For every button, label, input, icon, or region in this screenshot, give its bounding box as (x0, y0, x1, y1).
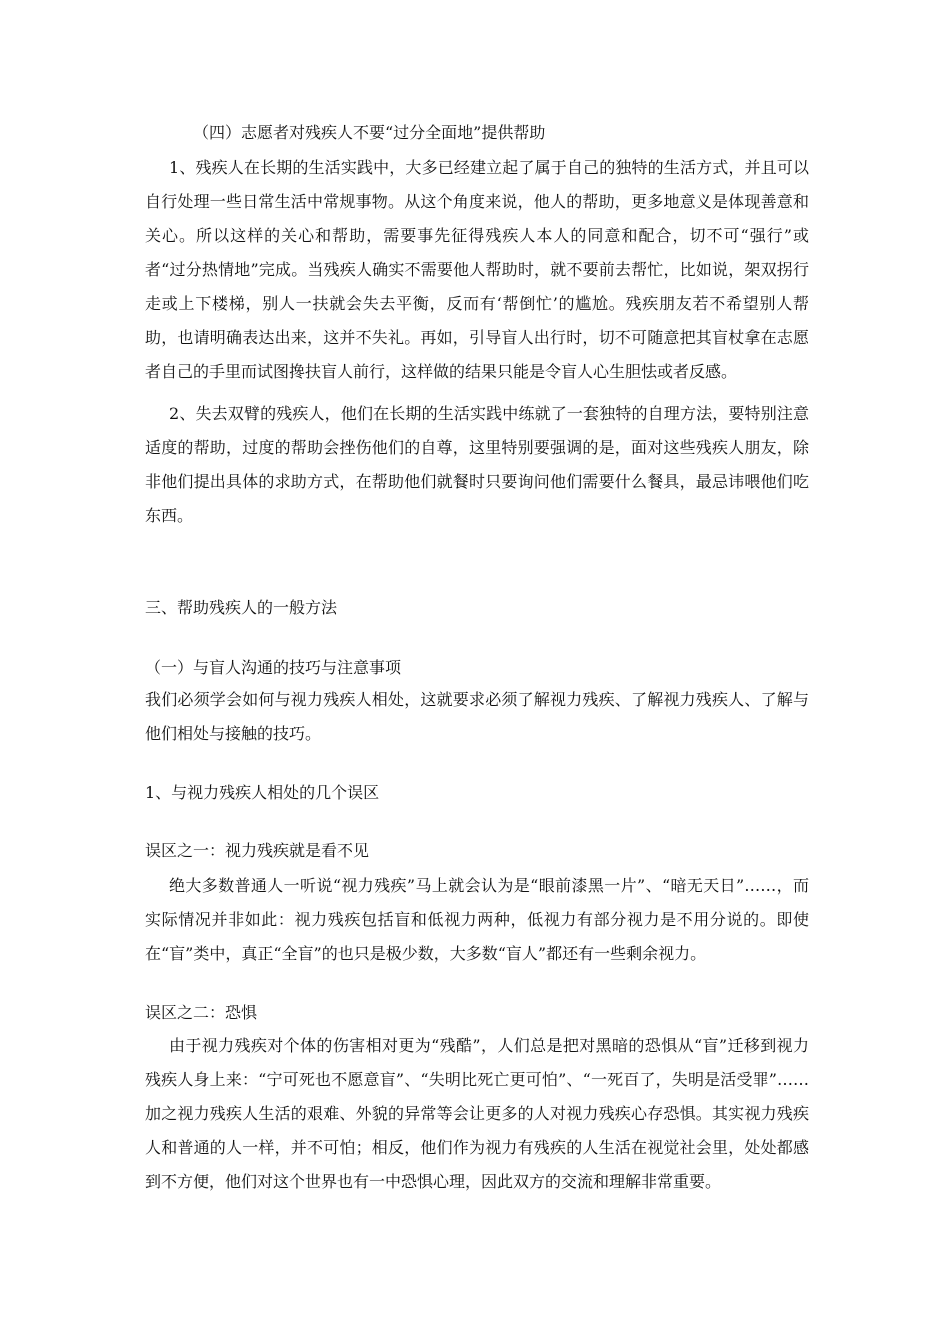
misconception-two-heading: 误区之二：恐惧 (145, 1003, 258, 1022)
misconception-two-body: 由于视力残疾对个体的伤害相对更为“残酷”，人们总是把对黑暗的恐惧从“盲”迁移到视力残疾人身上来：“宁可死也不愿意盲”、“失明比死亡更可怕”、“一死百了，失明是活受罪”……加之视力残疾人生活的艰难、外貌的异常等会让更多的人对视力残疾心存恐惧。其实视力残疾人和普通的人一样，并不可怕；相反，他们作为视力有残疾的人生活在视觉社会里，处处都感到不方便，他们对这个世界也有一中恐惧心理，因此双方的交流和理解非常重要。 (145, 1036, 809, 1191)
subsection-one-heading: （一）与盲人沟通的技巧与注意事项 (145, 658, 402, 677)
misconceptions-heading: 1、与视力残疾人相处的几个误区 (145, 783, 380, 802)
misconception-one-heading: 误区之一：视力残疾就是看不见 (145, 841, 370, 860)
misconception-one-body: 绝大多数普通人一听说“视力残疾”马上就会认为是“眼前漆黑一片”、“暗无天日”……，而实际情况并非如此：视力残疾包括盲和低视力两种，低视力有部分视力是不用分说的。即使在“盲”类中，真正“全盲”的也只是极少数，大多数“盲人”都还有一些剩余视力。 (145, 876, 809, 963)
section-four-paragraph-2: 2、失去双臂的残疾人，他们在长期的生活实践中练就了一套独特的自理方法，要特别注意适度的帮助，过度的帮助会挫伤他们的自尊，这里特别要强调的是，面对这些残疾人朋友，除非他们提出具体的求助方式，在帮助他们就餐时只要询问他们需要什么餐具，最忌讳喂他们吃东西。 (145, 404, 809, 525)
section-four-heading: （四）志愿者对残疾人不要“过分全面地”提供帮助 (193, 123, 546, 142)
section-four-paragraph-1: 1、残疾人在长期的生活实践中，大多已经建立起了属于自己的独特的生活方式，并且可以自行处理一些日常生活中常规事物。从这个角度来说，他人的帮助，更多地意义是体现善意和关心。所以这样的关心和帮助，需要事先征得残疾人本人的同意和配合，切不可“强行”或者“过分热情地”完成。当残疾人确实不需要他人帮助时，就不要前去帮忙，比如说，架双拐行走或上下楼梯，别人一扶就会失去平衡，反而有‘帮倒忙’的尴尬。残疾朋友若不希望别人帮助，也请明确表达出来，这并不失礼。再如，引导盲人出行时，切不可随意把其盲杖拿在志愿者自己的手里而试图搀扶盲人前行，这样做的结果只能是令盲人心生胆怯或者反感。 (145, 158, 809, 381)
section-three-heading: 三、帮助残疾人的一般方法 (145, 598, 338, 617)
subsection-one-intro: 我们必须学会如何与视力残疾人相处，这就要求必须了解视力残疾、了解视力残疾人、了解与他们相处与接触的技巧。 (145, 690, 809, 743)
